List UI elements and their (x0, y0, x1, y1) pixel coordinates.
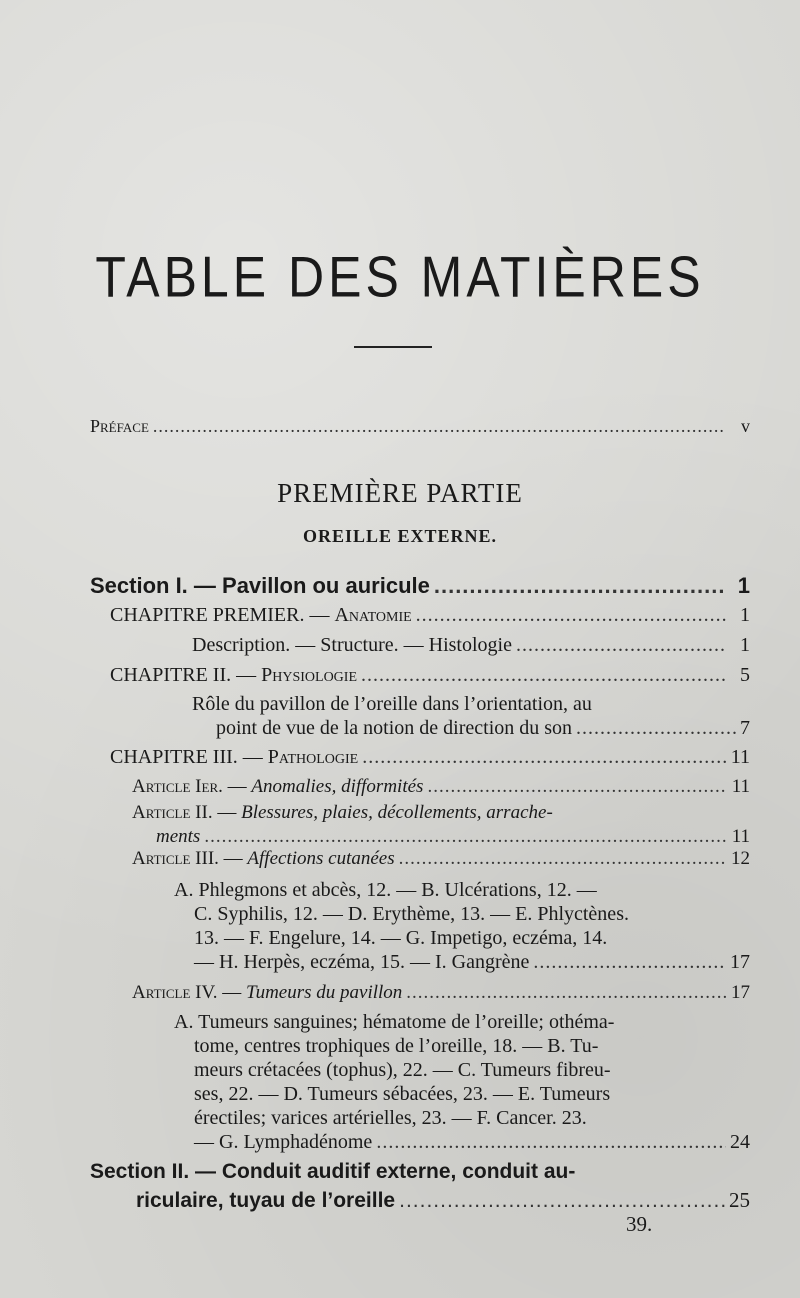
toc-label: Article III. — Affections cutanées (132, 848, 395, 869)
toc-page: 11 (731, 776, 750, 797)
toc-entry-chapter-3 (110, 746, 750, 769)
toc-text-line: C. Syphilis, 12. — D. Erythème, 13. — E. Phlyctènes. (194, 903, 629, 925)
toc-text-line: Article II. — Blessures, plaies, décollements, arrache- (132, 802, 553, 823)
toc-page: 1 (740, 604, 750, 626)
leader-dots (427, 776, 726, 798)
toc-page: 12 (731, 848, 750, 869)
toc-entry-chapter-1-desc (192, 634, 750, 657)
toc-label: Préface (90, 416, 149, 436)
toc-label: CHAPITRE III. — Pathologie (110, 746, 359, 768)
leader-dots (153, 416, 726, 437)
leader-dots (416, 604, 726, 627)
toc-entry-chapter-2 (110, 664, 750, 687)
toc-page: v (741, 416, 750, 436)
page-title: TABLE DES MATIÈRES (95, 244, 705, 310)
toc-entry-article-1 (132, 776, 750, 798)
toc-text-line: tome, centres trophiques de l’oreille, 18. — B. Tu- (194, 1035, 599, 1057)
toc-label: CHAPITRE PREMIER. — Anatomie (110, 604, 412, 626)
part-title: PREMIÈRE PARTIE (277, 478, 523, 508)
toc-text-line: — H. Herpès, eczéma, 15. — I. Gangrène ..... 17 (174, 950, 750, 974)
toc-entry-preface (90, 416, 750, 437)
leader-dots (516, 634, 726, 657)
toc-label: Description. — Structure. — Histologie (192, 634, 512, 656)
toc-text-line: — G. Lymphadénome ..... 24 (174, 1130, 750, 1154)
toc-entry-article-2 (132, 801, 750, 849)
toc-page: 17 (730, 951, 750, 973)
toc-entry-section-1 (90, 573, 750, 599)
part-subtitle: OREILLE EXTERNE. (302, 526, 498, 546)
toc-label: Section I. — Pavillon ou auricule (90, 573, 430, 598)
toc-text-line: 13. — F. Engelure, 14. — G. Impetigo, eczéma, 14. (194, 927, 608, 949)
leader-dots (434, 573, 726, 599)
toc-text-line: A. Phlegmons et abcès, 12. — B. Ulcérations, 12. — (174, 879, 597, 901)
toc-entry-article-3 (132, 848, 750, 870)
leader-dots (406, 982, 726, 1004)
toc-text-line: meurs crétacées (tophus), 22. — C. Tumeurs fibreu- (194, 1059, 611, 1081)
toc-label: Article Ier. — Anomalies, difformités (132, 776, 424, 797)
toc-text-line: riculaire, tuyau de l’oreille ..... 25 (90, 1186, 750, 1215)
page-number: 39. (626, 1212, 653, 1236)
toc-page: 11 (730, 746, 750, 768)
toc-entry-chapter-1 (110, 604, 750, 627)
toc-page: 11 (731, 826, 750, 847)
toc-label: CHAPITRE II. — Physiologie (110, 664, 357, 686)
toc-text-line: Section II. — Conduit auditif externe, conduit au- (90, 1160, 576, 1183)
toc-text-line: érectiles; varices artérielles, 23. — F. Cancer. 23. (194, 1107, 587, 1129)
toc-label: Article IV. — Tumeurs du pavillon (132, 982, 403, 1003)
toc-entry-section-2 (90, 1158, 750, 1215)
leader-dots (362, 746, 726, 769)
toc-page: 1 (740, 634, 750, 656)
toc-text-line: A. Tumeurs sanguines; hématome de l’oreille; othéma- (174, 1011, 615, 1033)
toc-entry-chapter-2-desc (192, 692, 750, 740)
toc-page: 7 (740, 717, 750, 739)
leader-dots (361, 664, 726, 687)
toc-page: 5 (740, 664, 750, 686)
toc-page: 25 (729, 1188, 750, 1212)
toc-page: 24 (730, 1131, 750, 1153)
toc-text-line: ments ..... 11 (132, 825, 750, 849)
toc-entry-article-4-desc (174, 1010, 750, 1154)
toc-page: 1 (737, 573, 750, 598)
toc-entry-article-4 (132, 982, 750, 1004)
title-divider (354, 346, 432, 348)
leader-dots (399, 848, 726, 870)
toc-page: 17 (731, 982, 750, 1003)
toc-text-line: point de vue de la notion de direction du son ..... 7 (192, 716, 750, 740)
toc-text-line: ses, 22. — D. Tumeurs sébacées, 23. — E. Tumeurs (194, 1083, 611, 1105)
toc-text-line: Rôle du pavillon de l’oreille dans l’orientation, au (192, 693, 592, 715)
toc-entry-article-3-desc (174, 878, 750, 974)
